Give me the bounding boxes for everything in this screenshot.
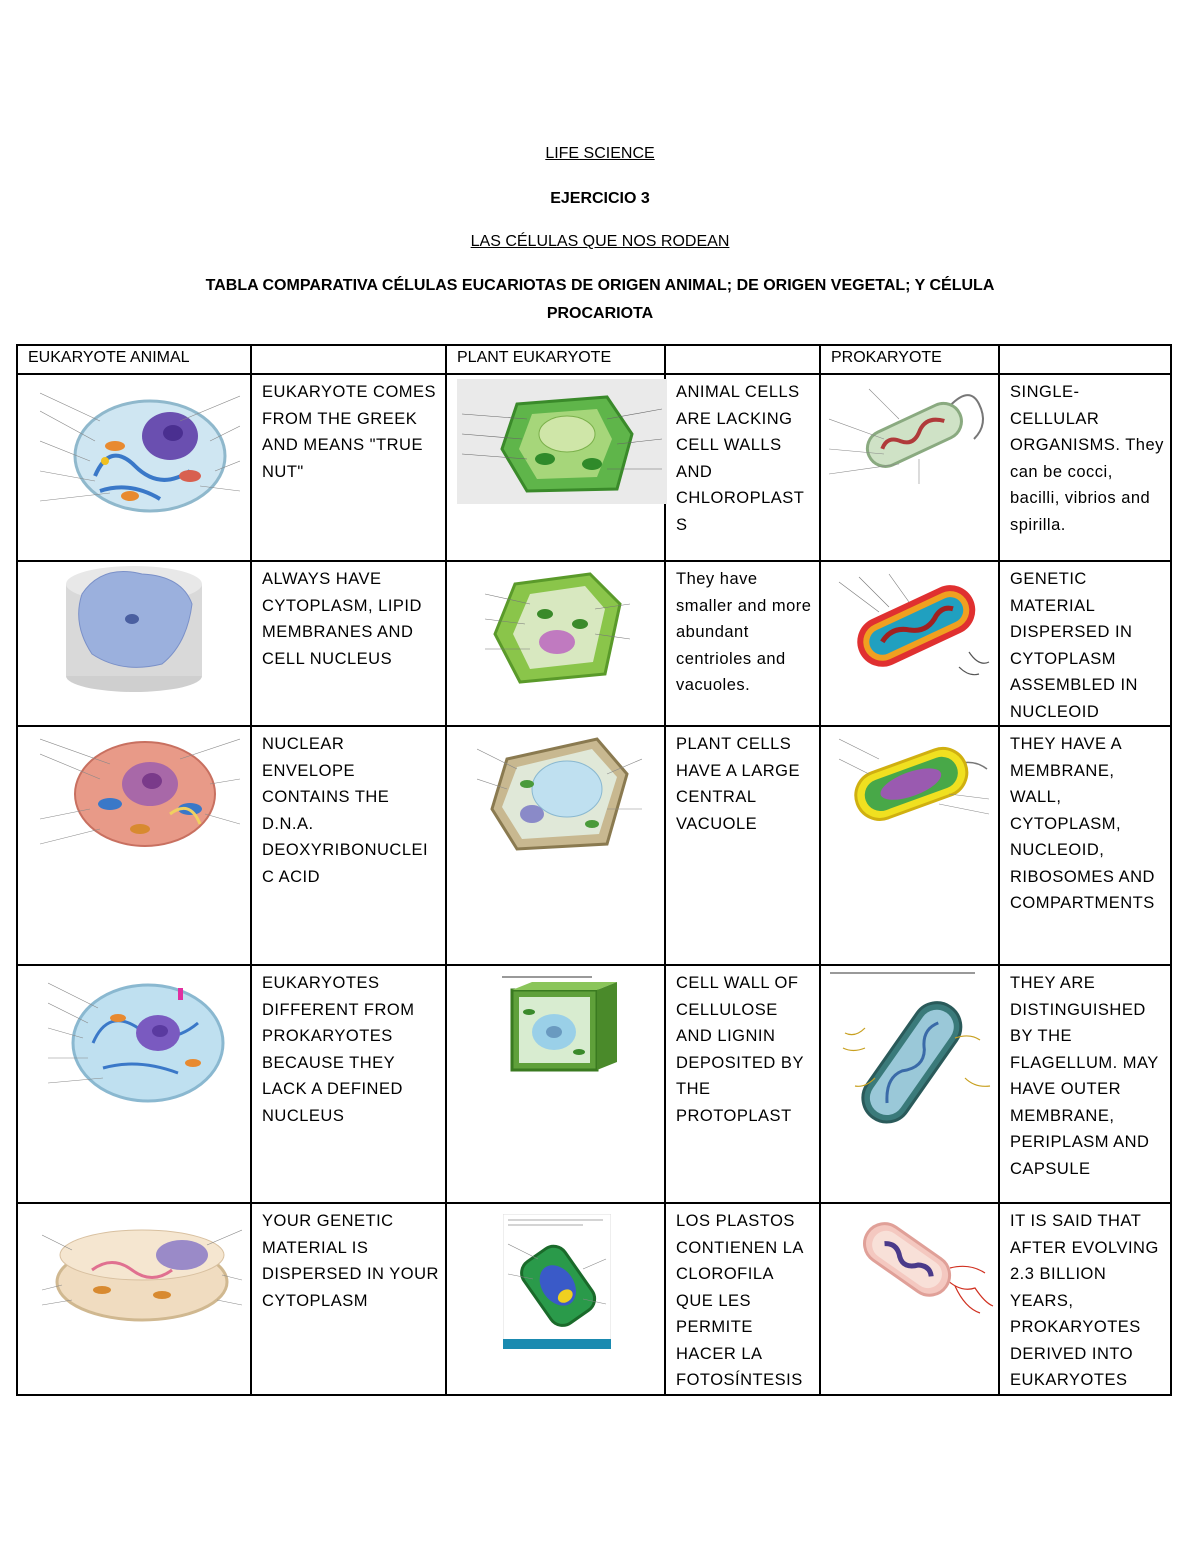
table-row	[17, 374, 1171, 561]
table-title-line1: TABLA COMPARATIVA CÉLULAS EUCARIOTAS DE ORIGEN ANIMAL; DE ORIGEN VEGETAL; Y CÉLULA	[205, 277, 995, 294]
animal-cell-image	[17, 965, 251, 1203]
bacterium-diagram-icon	[845, 1208, 995, 1318]
animal-cell-diagram-icon	[48, 968, 233, 1108]
page-subtitle: LAS CÉLULAS QUE NOS RODEAN	[470, 233, 730, 250]
prokaryote-image	[820, 726, 999, 965]
column-header-blank	[665, 345, 820, 374]
plant-fact-1: ANIMAL CELLS ARE LACKING CELL WALLS AND CHLOROPLASTS	[665, 374, 820, 561]
column-header-plant: PLANT EUKARYOTE	[446, 345, 665, 374]
plant-cell-image	[446, 374, 665, 561]
plant-cell-diagram-icon	[477, 729, 642, 854]
column-header-prokaryote: PROKARYOTE	[820, 345, 999, 374]
plant-cell-image	[446, 965, 665, 1203]
animal-cell-image	[17, 561, 251, 726]
plant-fact-3: PLANT CELLS HAVE A LARGE CENTRAL VACUOLE	[665, 726, 820, 965]
plant-cell-diagram-icon	[497, 972, 627, 1092]
animal-fact-3: NUCLEAR ENVELOPE CONTAINS THE D.N.A. DEOXYRIBONUCLEIC ACID	[251, 726, 446, 965]
column-header-animal: EUKARYOTE ANIMAL	[17, 345, 251, 374]
plant-fact-4: CELL WALL OF CELLULOSE AND LIGNIN DEPOSITED BY THE PROTOPLAST	[665, 965, 820, 1203]
prokaryote-image	[820, 1203, 999, 1395]
animal-cell-micrograph-icon	[62, 564, 207, 694]
animal-fact-1: EUKARYOTE COMES FROM THE GREEK AND MEANS "TRUE NUT"	[251, 374, 446, 561]
bacterium-diagram-icon	[839, 729, 989, 829]
animal-cell-diagram-icon	[40, 729, 240, 859]
table-header-row	[17, 345, 1171, 374]
table-row	[17, 726, 1171, 965]
prokaryote-image	[820, 965, 999, 1203]
exercise-heading: EJERCICIO 3	[550, 190, 650, 207]
animal-cell-image	[17, 726, 251, 965]
animal-fact-2: ALWAYS HAVE CYTOPLASM, LIPID MEMBRANES AND CELL NUCLEUS	[251, 561, 446, 726]
prokaryote-fact-5: IT IS SAID THAT AFTER EVOLVING 2.3 BILLION YEARS, PROKARYOTES DERIVED INTO EUKARYOTES	[999, 1203, 1171, 1395]
column-header-blank	[251, 345, 446, 374]
bacterium-diagram-icon	[825, 968, 995, 1138]
prokaryote-fact-1: SINGLE-CELLULAR ORGANISMS. They can be cocci, bacilli, vibrios and spirilla.	[999, 374, 1171, 561]
prokaryote-image	[820, 561, 999, 726]
prokaryote-fact-2: GENETIC MATERIAL DISPERSED IN CYTOPLASM ASSEMBLED IN NUCLEOID	[999, 561, 1171, 726]
prokaryote-fact-4: THEY ARE DISTINGUISHED BY THE FLAGELLUM. MAY HAVE OUTER MEMBRANE, PERIPLASM AND CAPSULE	[999, 965, 1171, 1203]
plant-cell-image	[446, 726, 665, 965]
plant-cell-image	[446, 1203, 665, 1395]
prokaryote-fact-3: THEY HAVE A MEMBRANE, WALL, CYTOPLASM, NUCLEOID, RIBOSOMES AND COMPARTMENTS	[999, 726, 1171, 965]
animal-cell-image	[17, 1203, 251, 1395]
bacterium-diagram-icon	[829, 572, 994, 682]
table-row	[17, 965, 1171, 1203]
plant-cell-diagram-icon	[457, 379, 667, 504]
animal-fact-4: EUKARYOTES DIFFERENT FROM PROKARYOTES BECAUSE THEY LACK A DEFINED NUCLEUS	[251, 965, 446, 1203]
plant-fact-5: LOS PLASTOS CONTIENEN LA CLOROFILA QUE LES PERMITE HACER LA FOTOSÍNTESIS	[665, 1203, 820, 1395]
comparison-table	[16, 344, 1172, 1396]
animal-cell-image	[17, 374, 251, 561]
table-row	[17, 1203, 1171, 1395]
animal-cell-cross-section-icon	[42, 1210, 242, 1325]
animal-fact-5: YOUR GENETIC MATERIAL IS DISPERSED IN YOUR CYTOPLASM	[251, 1203, 446, 1395]
plant-cell-diagram-icon	[503, 1214, 611, 1349]
bacterium-diagram-icon	[829, 379, 994, 489]
subject-heading: LIFE SCIENCE	[545, 145, 655, 162]
table-title-line2: PROCARIOTA	[546, 305, 654, 322]
plant-cell-diagram-icon	[485, 564, 630, 689]
prokaryote-image	[820, 374, 999, 561]
table-row	[17, 561, 1171, 726]
animal-cell-diagram-icon	[40, 381, 240, 531]
column-header-blank	[999, 345, 1171, 374]
plant-cell-image	[446, 561, 665, 726]
plant-fact-2: They have smaller and more abundant centrioles and vacuoles.	[665, 561, 820, 726]
